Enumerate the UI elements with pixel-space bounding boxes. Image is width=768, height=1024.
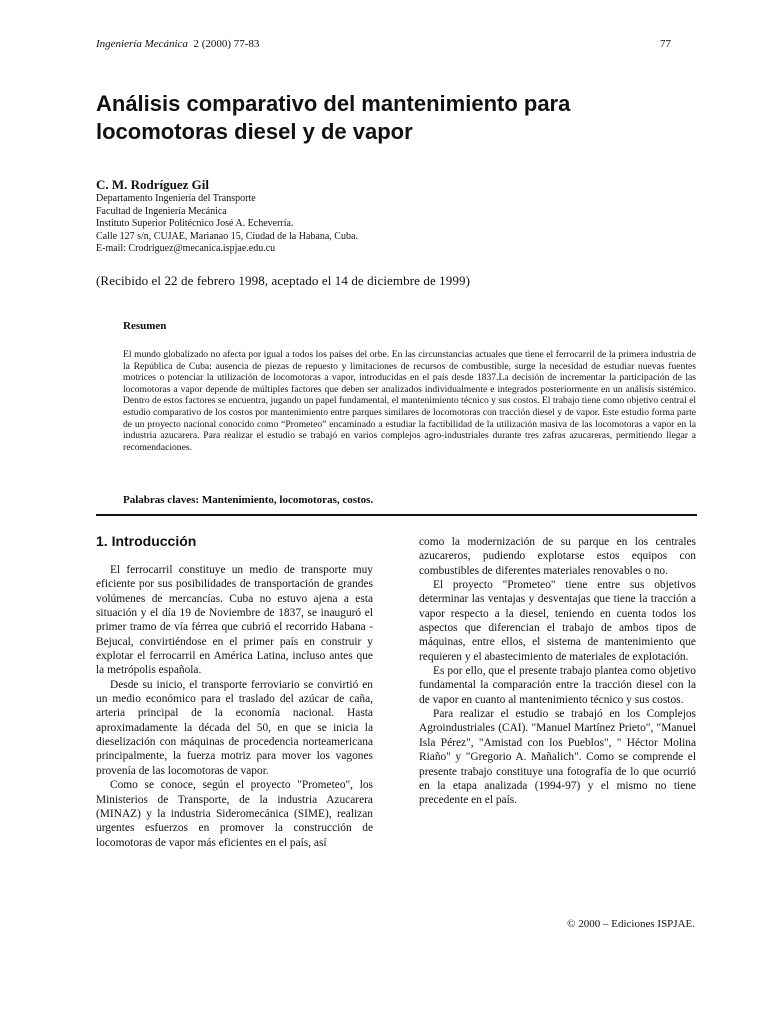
journal-citation: 2 (2000) 77-83 — [193, 38, 260, 50]
right-column — [419, 535, 696, 808]
affiliation-address: Calle 127 s/n, CUJAE, Marianao 15, Ciudad de la Habana, Cuba. — [96, 230, 358, 242]
affiliation-department: Departamento Ingeniería del Transporte — [96, 193, 256, 204]
copyright-notice: © 2000 – Ediciones ISPJAE. — [567, 918, 695, 930]
abstract-text: El mundo globalizado no afecta por igual a todos los países del orbe. En las circunstancias actuales que tiene el ferrocarril de la primera industria de la República de Cuba: ausencia de piezas de repuesto y limitaciones de recursos de combustible, surge la necesidad de estudiar nuevas fuentes motrices o potenciar la utilización de locomotoras a vapor, introducidas en el país desde 1837.La decisión de incrementar la participación de las locomotoras a vapor depende de múltiples factores que deben ser analizados individualmente e integrados posteriormente en un análisis sistémico. Dentro de estos factores se encuentra, jugando un papel fundamental, el mantenimiento técnico y sus costos. El trabajo tiene como objetivo central el estudio comparativo de los costos por mantenimiento entre parques similares de locomotoras con tracción diesel y de vapor. Este estudio forma parte de un proyecto nacional conocido como “Prometeo” encaminado a estudiar la factibilidad de la utilización masiva de las locomotoras a vapor en la industria azucarera. Para realizar el estudio se trabajó en varios complejos agro-industriales durante tres zafras azucareras, permitiendo llegar a recomendaciones. — [123, 349, 696, 453]
paper-title — [96, 90, 656, 146]
section-heading: 1. Introducción — [96, 533, 197, 549]
intro-paragraph-1: El ferrocarril constituye un medio de transporte muy eficiente por sus posibilidades de transportación de grandes volúmenes de mercancías. Cuba no estuvo ajena a esta situación y el día 19 de Noviembre de 1837, se inauguró el primer tramo de vía férrea que cubrió el recorrido Habana - Bejucal, convirtiéndose en el primer país en construir y explotar el ferrocarril en América Latina, incluso antes que la metrópolis española. — [96, 564, 373, 677]
journal-name: Ingeniería Mecánica — [96, 38, 188, 50]
title-line-2: locomotoras diesel y de vapor — [96, 119, 413, 144]
author-name: C. M. Rodríguez Gil — [96, 177, 210, 192]
intro-paragraph-4: El proyecto "Prometeo" tiene entre sus objetivos determinar las ventajas y desventajas que tiene la tracción a vapor respecto a la diesel, teniendo en cuenta todos los aspectos que diferencian el trabajo de ambos tipos de máquinas, entre ellos, el sistema de mantenimiento que requieren y el abastecimiento de materiales de explotación. — [419, 579, 696, 663]
abstract-heading: Resumen — [123, 320, 167, 332]
page-number: 77 — [660, 38, 671, 50]
left-column — [96, 563, 373, 850]
intro-paragraph-3-continued: como la modernización de su parque en los centrales azucareros, pudiendo explotarse estos equipos con combustibles de diferentes materiales renovables o no. — [419, 536, 696, 577]
title-line-1: Análisis comparativo del mantenimiento para — [96, 91, 571, 116]
received-dates: (Recibido el 22 de febrero 1998, aceptado el 14 de diciembre de 1999) — [96, 273, 471, 288]
section-divider — [96, 514, 697, 516]
intro-paragraph-5: Es por ello, que el presente trabajo plantea como objetivo fundamental la comparación entre la tracción diesel con la de vapor en cuanto al mantenimiento técnico y sus costos. — [419, 665, 696, 706]
running-header — [96, 38, 671, 50]
author-affiliation — [96, 193, 358, 256]
intro-paragraph-2: Desde su inicio, el transporte ferroviario se convirtió en un medio económico para el traslado del azúcar de caña, arteria principal de la economía nacional. Hasta aproximadamente la década del 50, en que se inicia la dieselización con máquinas de procedencia norteamericana principalmente, la fuerza motriz para mover los vagones provenía de las locomotoras de vapor. — [96, 678, 373, 777]
intro-paragraph-3: Como se conoce, según el proyecto "Prometeo", los Ministerios de Transporte, de la industria Azucarera (MINAZ) y la industria Sideromecánica (SIME), realizan urgentes esfuerzos en promover la construcción de locomotoras de vapor más eficientes en el país, así — [96, 779, 373, 849]
keywords: Palabras claves: Mantenimiento, locomotoras, costos. — [123, 494, 374, 506]
affiliation-institute: Instituto Superior Politécnico José A. Echeverría. — [96, 218, 294, 229]
affiliation-faculty: Facultad de Ingeniería Mecánica — [96, 205, 227, 217]
affiliation-email: E-mail: Crodriguez@mecanica.ispjae.edu.cu — [96, 243, 276, 254]
intro-paragraph-6: Para realizar el estudio se trabajó en los Complejos Agroindustriales (CAI). "Manuel Martínez Prieto", "Manuel Isla Pérez", "Amistad con los Pueblos", " Héctor Molina Riaño" y "Gregorio A. Mañalich". Como se comprende el presente trabajo constituye una fotografía de lo que ocurrió en la etapa analizada (1994-97) y el mismo no tiene precedente en el país. — [419, 708, 696, 807]
